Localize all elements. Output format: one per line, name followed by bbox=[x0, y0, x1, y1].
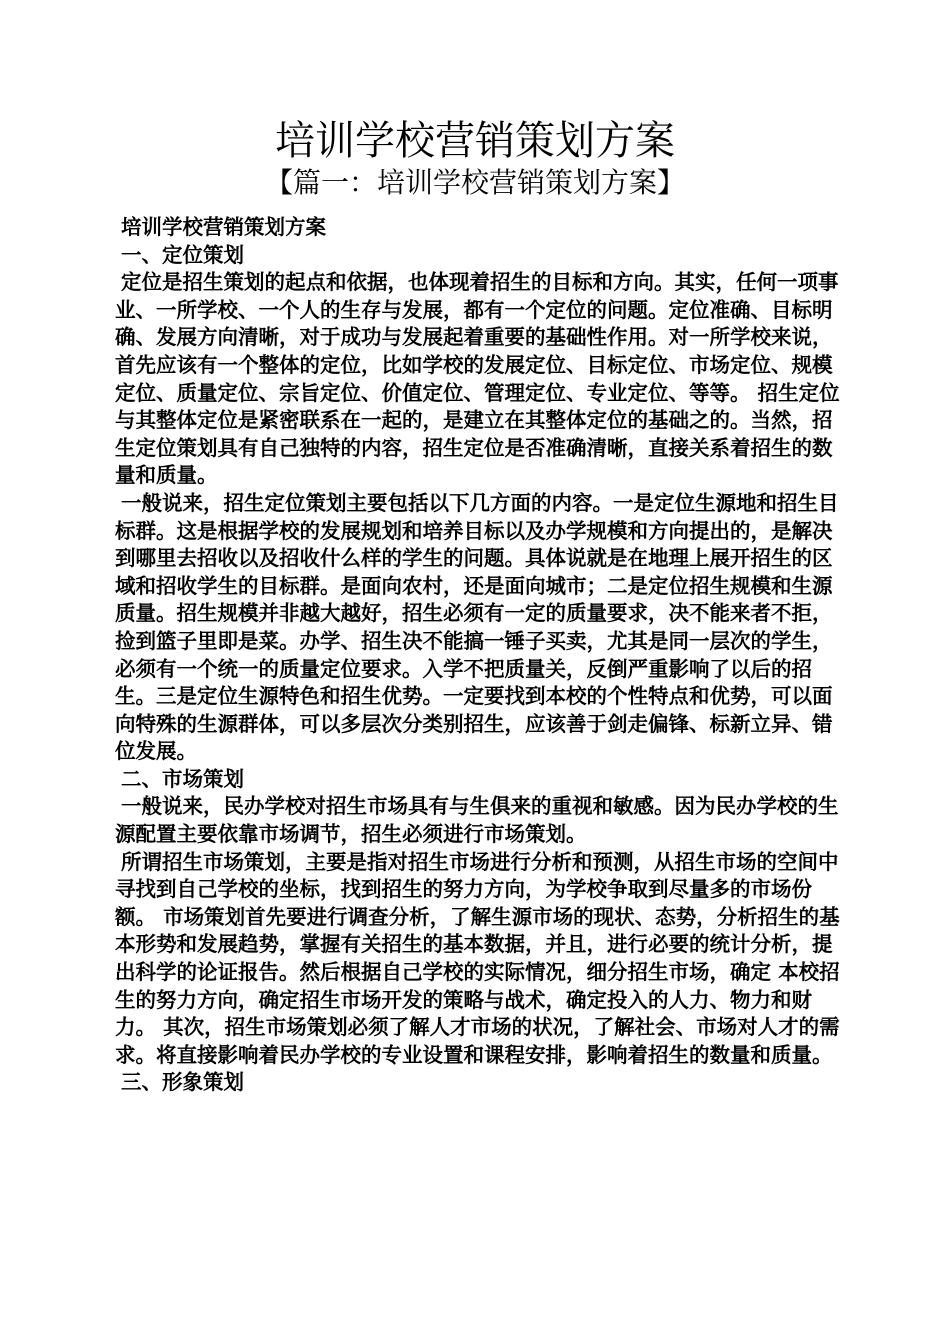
paragraph: 一般说来，招生定位策划主要包括以下几方面的内容。一是定位生源地和招生目标群。这是根据学校的发展规划和培养目标以及办学规模和方向提出的，是解决到哪里去招收以及招收什么样的学生的问题。具体说就是在地理上展开招生的区域和招收学生的目标群。是面向农村，还是面向城市；二是定位招生规模和生源质量。招生规模并非越大越好，招生必须有一定的质量要求，决不能来者不拒，捡到篮子里即是菜。办学、招生决不能搞一锤子买卖，尤其是同一层次的学生，必须有一个统一的质量定位要求。入学不把质量关，反倒严重影响了以后的招生。三是定位生源特色和招生优势。一定要找到本校的个性特点和优势，可以面向特殊的生源群体，可以多层次分类别招生，应该善于剑走偏锋、标新立异、错位发展。 bbox=[115, 490, 839, 764]
paragraph: 一般说来，民办学校对招生市场具有与生俱来的重视和敏感。因为民办学校的生源配置主要依靠市场调节，招生必须进行市场策划。 bbox=[115, 794, 839, 847]
document-title: 培训学校营销策划方案 bbox=[275, 118, 675, 164]
section-heading-image: 三、形象策划 bbox=[121, 1070, 244, 1095]
main-heading: 培训学校营销策划方案 bbox=[121, 215, 326, 239]
document-body bbox=[115, 214, 840, 1097]
section-heading-market: 二、市场策划 bbox=[121, 766, 244, 791]
paragraph: 定位是招生策划的起点和依据，也体现着招生的目标和方向。其实，任何一项事业、一所学校、一个人的生存与发展，都有一个定位的问题。定位准确、目标明确、发展方向清晰，对于成功与发展起着重要的基础性作用。对一所学校来说，首先应该有一个整体的定位，比如学校的发展定位、目标定位、市场定位、规模定位、质量定位、宗旨定位、价值定位、管理定位、专业定位、等等。 招生定位与其整体定位是紧密联系在一起的，是建立在其整体定位的基础之的。当然，招生定位策划具有自己独特的内容，招生定位是否准确清晰，直接关系着招生的数量和质量。 bbox=[115, 270, 840, 488]
paragraph: 所谓招生市场策划，主要是指对招生市场进行分析和预测，从招生市场的空间中寻找到自己学校的坐标，找到招生的努力方向，为学校争取到尽量多的市场份额。 市场策划首先要进行调查分析，了解生源市场的现状、态势，分析招生的基本形势和发展趋势，掌握有关招生的基本数据，并且，进行必要的统计分析，提出科学的论证报告。然后根据自己学校的实际情况，细分招生市场，确定 本校招生的努力方向，确定招生市场开发的策略与战术，确定投入的人力、物力和财力。 其次，招生市场策划必须了解人才市场的状况，了解社会、市场对人才的需求。将直接影响着民办学校的专业设置和课程安排，影响着招生的数量和质量。 bbox=[115, 849, 840, 1067]
section-heading-positioning: 一、定位策划 bbox=[121, 242, 244, 267]
document-subtitle: 【篇一：培训学校营销策划方案】 bbox=[264, 166, 685, 199]
